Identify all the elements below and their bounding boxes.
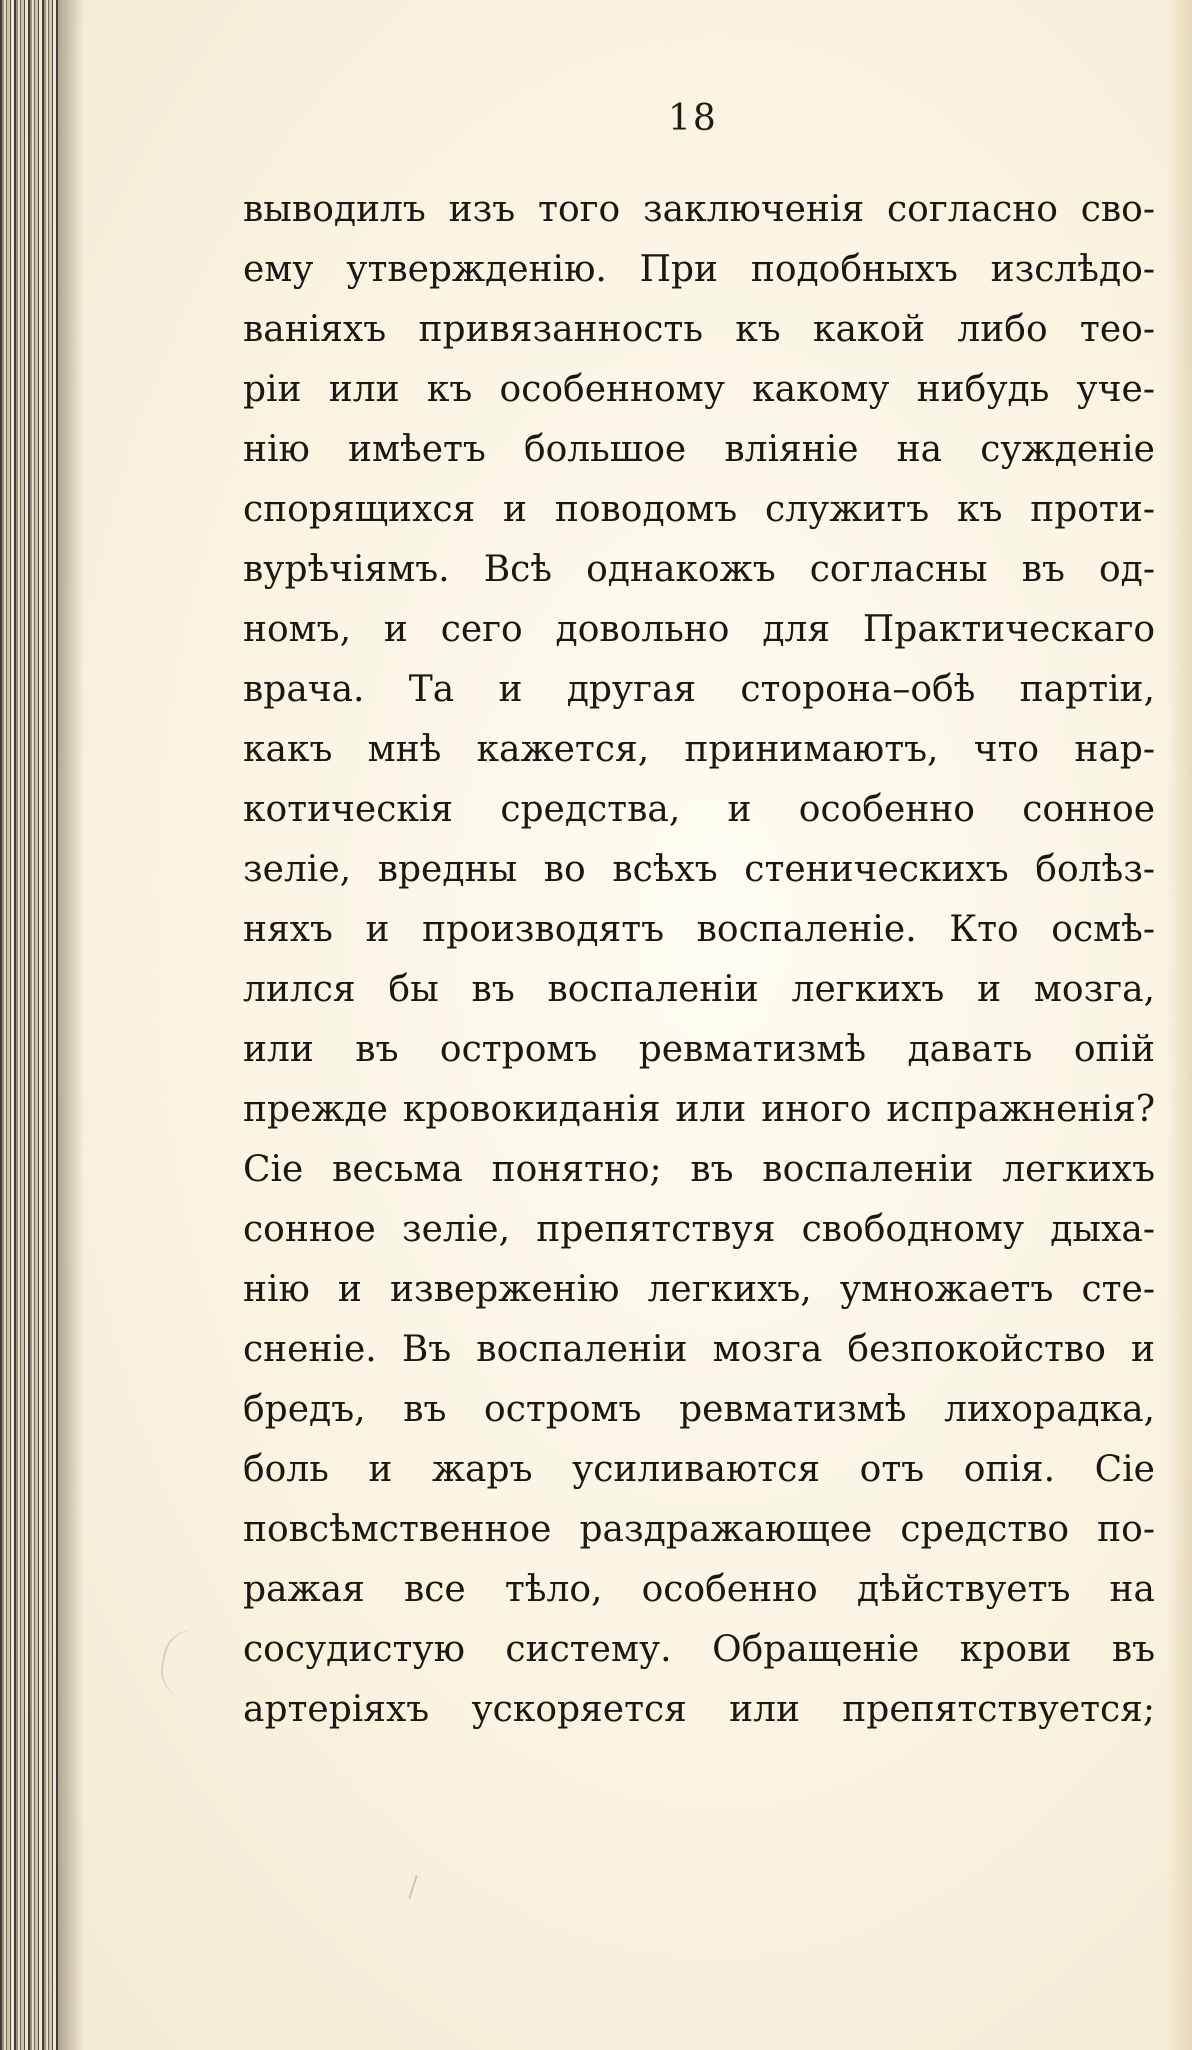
text-line: прежде кровокиданія или иного испражненія? (243, 1089, 1155, 1130)
text-line: нію имѣетъ большое вліяніе на сужденіе (243, 429, 1155, 470)
text-line: няхъ и производятъ воспаленіе. Кто осмѣ- (243, 909, 1155, 950)
text-line: повсѣмственное раздражающее средство по- (243, 1509, 1155, 1550)
text-line: нію и изверженію легкихъ, умножаетъ сте- (243, 1269, 1155, 1310)
text-line: сосудистую систему. Обращеніе крови въ (243, 1629, 1155, 1670)
text-line: ему утвержденію. При подобныхъ изслѣдо- (243, 249, 1155, 290)
pencil-tick-mark (408, 1875, 417, 1898)
text-line: спорящихся и поводомъ служитъ къ проти- (243, 489, 1155, 530)
text-line: Сіе весьма понятно; въ воспаленіи легкихъ (243, 1149, 1155, 1190)
body-text (243, 180, 1155, 1740)
text-line: ваніяхъ привязанность къ какой либо тео- (243, 309, 1155, 350)
text-line: вурѣчіямъ. Всѣ однакожъ согласны въ од- (243, 549, 1155, 590)
margin-pencil-mark (155, 1624, 230, 1705)
text-line: ражая все тѣло, особенно дѣйствуетъ на (243, 1569, 1155, 1610)
text-line: номъ, и сего довольно для Практическаго (243, 609, 1155, 650)
book-binding-edge (0, 0, 58, 2050)
text-line: котическія средства, и особенно сонное (243, 789, 1155, 830)
text-line: сонное зеліе, препятствуя свободному дыха- (243, 1209, 1155, 1250)
binding-shadow (58, 0, 84, 2050)
text-line: лился бы въ воспаленіи легкихъ и мозга, (243, 969, 1155, 1010)
page-number: 18 (668, 98, 718, 139)
text-line: врача. Та и другая сторона–обѣ партіи, (243, 669, 1155, 710)
text-line: выводилъ изъ того заключенія согласно сво- (243, 189, 1155, 230)
text-line: или въ остромъ ревматизмѣ давать опій (243, 1029, 1155, 1070)
page-edge-shadow (1166, 0, 1192, 2050)
text-line: сненіе. Въ воспаленіи мозга безпокойство и (243, 1329, 1155, 1370)
text-line: артеріяхъ ускоряется или препятствуется; (243, 1689, 1155, 1730)
text-line: боль и жаръ усиливаются отъ опія. Сіе (243, 1449, 1155, 1490)
text-line: зеліе, вредны во всѣхъ стеническихъ болѣз- (243, 849, 1155, 890)
text-line: бредъ, въ остромъ ревматизмѣ лихорадка, (243, 1389, 1155, 1430)
text-line: какъ мнѣ кажется, принимаютъ, что нар- (243, 729, 1155, 770)
text-line: ріи или къ особенному какому нибудь уче- (243, 369, 1155, 410)
